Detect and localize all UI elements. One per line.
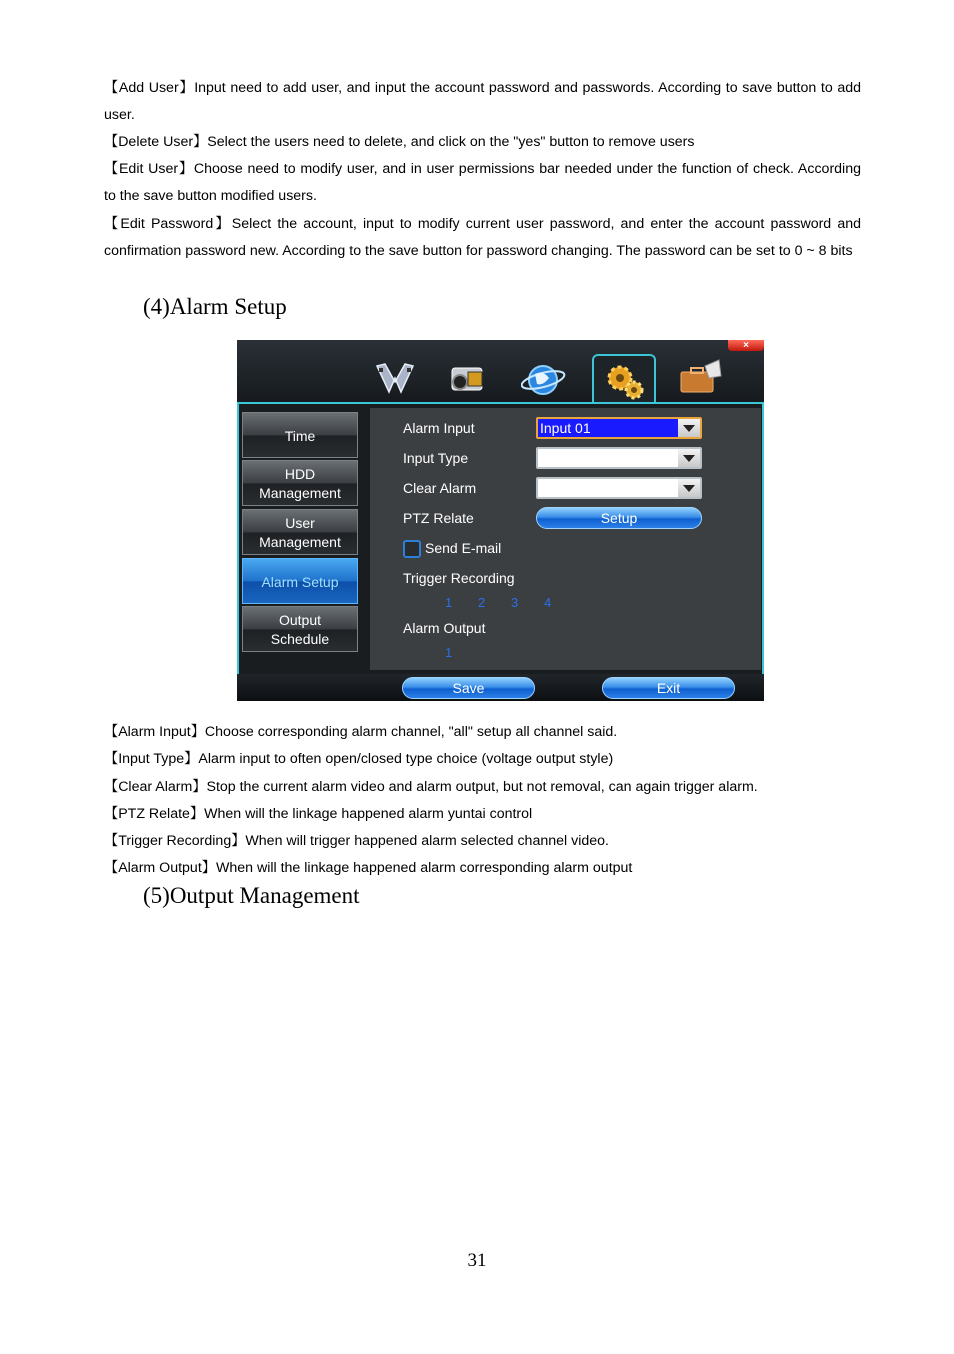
sidebar-item-label: User <box>285 515 315 531</box>
sidebar-item-label: Schedule <box>270 631 330 647</box>
sidebar-item-label: Alarm Setup <box>261 574 339 590</box>
sidebar-item-hdd-management[interactable] <box>242 460 358 506</box>
trigger-recording-label: Trigger Recording <box>403 570 515 586</box>
alarm-input-select[interactable] <box>536 417 702 439</box>
sidebar-item-label: HDD <box>284 466 316 482</box>
delete-user-paragraph: 【Delete User】Select the users need to delete, and click on the "yes" button to remove users <box>104 134 695 150</box>
edit-user-paragraph: 【Edit User】Choose need to modify user, and in user permissions bar needed under the function of check. According to the save button modified users. <box>104 161 861 205</box>
output-management-heading: (5)Output Management <box>143 883 360 908</box>
gears-icon <box>602 360 648 404</box>
send-email-checkbox[interactable] <box>403 540 421 558</box>
dvr-alarm-setup-window <box>237 340 764 701</box>
alarm-setup-heading: (4)Alarm Setup <box>143 294 287 319</box>
clear-alarm-label: Clear Alarm <box>403 480 477 496</box>
clear-alarm-description: 【Clear Alarm】Stop the current alarm video and alarm output, but not removal, can again trigger alarm. <box>104 779 758 795</box>
globe-icon <box>521 358 569 400</box>
alarm-output-channel-1[interactable]: 1 <box>445 645 453 660</box>
chevron-down-icon[interactable] <box>678 449 700 467</box>
input-type-select[interactable] <box>536 447 702 469</box>
settings-tab[interactable] <box>592 354 656 404</box>
sidebar-item-time[interactable] <box>242 412 358 458</box>
close-button[interactable]: × <box>728 340 764 351</box>
camera-tab[interactable] <box>438 354 498 404</box>
trigger-recording-description: 【Trigger Recording】When will trigger happened alarm selected channel video. <box>104 833 609 849</box>
toolbox-icon <box>675 358 725 400</box>
alarm-input-value: Input 01 <box>538 419 678 437</box>
sidebar-item-label: Management <box>259 534 341 550</box>
alarm-input-label: Alarm Input <box>403 420 475 436</box>
trigger-channel-4[interactable]: 4 <box>544 595 552 610</box>
tab-underline <box>237 402 764 404</box>
edit-password-paragraph: 【Edit Password】Select the account, input to modify current user password, and enter the account password and confirmation password new. According to the save button for password changing. The password can be set to 0 ~ 8 bits <box>104 216 861 260</box>
alarm-output-label: Alarm Output <box>403 620 486 636</box>
ptz-relate-description: 【PTZ Relate】When will the linkage happened alarm yuntai control <box>104 806 533 822</box>
clear-alarm-select[interactable] <box>536 477 702 499</box>
alarm-output-description: 【Alarm Output】When will the linkage happened alarm corresponding alarm output <box>104 860 633 876</box>
trigger-channel-3[interactable]: 3 <box>511 595 519 610</box>
input-type-description: 【Input Type】Alarm input to often open/closed type choice (voltage output style) <box>104 751 614 767</box>
save-button[interactable]: Save <box>402 677 535 699</box>
ptz-relate-label: PTZ Relate <box>403 510 474 526</box>
add-user-paragraph: 【Add User】Input need to add user, and input the account password and passwords. According to save button to add user. <box>104 80 861 124</box>
trigger-channel-1[interactable]: 1 <box>445 595 453 610</box>
trigger-channel-2[interactable]: 2 <box>478 595 486 610</box>
send-email-label: Send E-mail <box>425 540 502 556</box>
sidebar-item-label: Time <box>284 428 316 444</box>
sidebar-item-user-management[interactable] <box>242 509 358 555</box>
camcorder-icon <box>446 358 490 400</box>
ptz-setup-button[interactable]: Setup <box>536 507 702 529</box>
exit-button[interactable]: Exit <box>602 677 735 699</box>
sidebar-item-label: Management <box>259 485 341 501</box>
sidebar-item-output-schedule[interactable] <box>242 606 358 652</box>
input-type-label: Input Type <box>403 450 469 466</box>
network-tab[interactable] <box>513 354 573 404</box>
alarm-input-description: 【Alarm Input】Choose corresponding alarm channel, "all" setup all channel said. <box>104 724 618 740</box>
film-icon <box>373 358 417 400</box>
chevron-down-icon[interactable] <box>678 419 700 437</box>
tools-tab[interactable] <box>667 354 727 404</box>
chevron-down-icon[interactable] <box>678 479 700 497</box>
video-tab[interactable] <box>365 354 425 404</box>
page-number: 31 <box>467 1250 487 1271</box>
sidebar-item-label: Output <box>278 612 322 628</box>
sidebar-item-alarm-setup[interactable] <box>242 558 358 604</box>
